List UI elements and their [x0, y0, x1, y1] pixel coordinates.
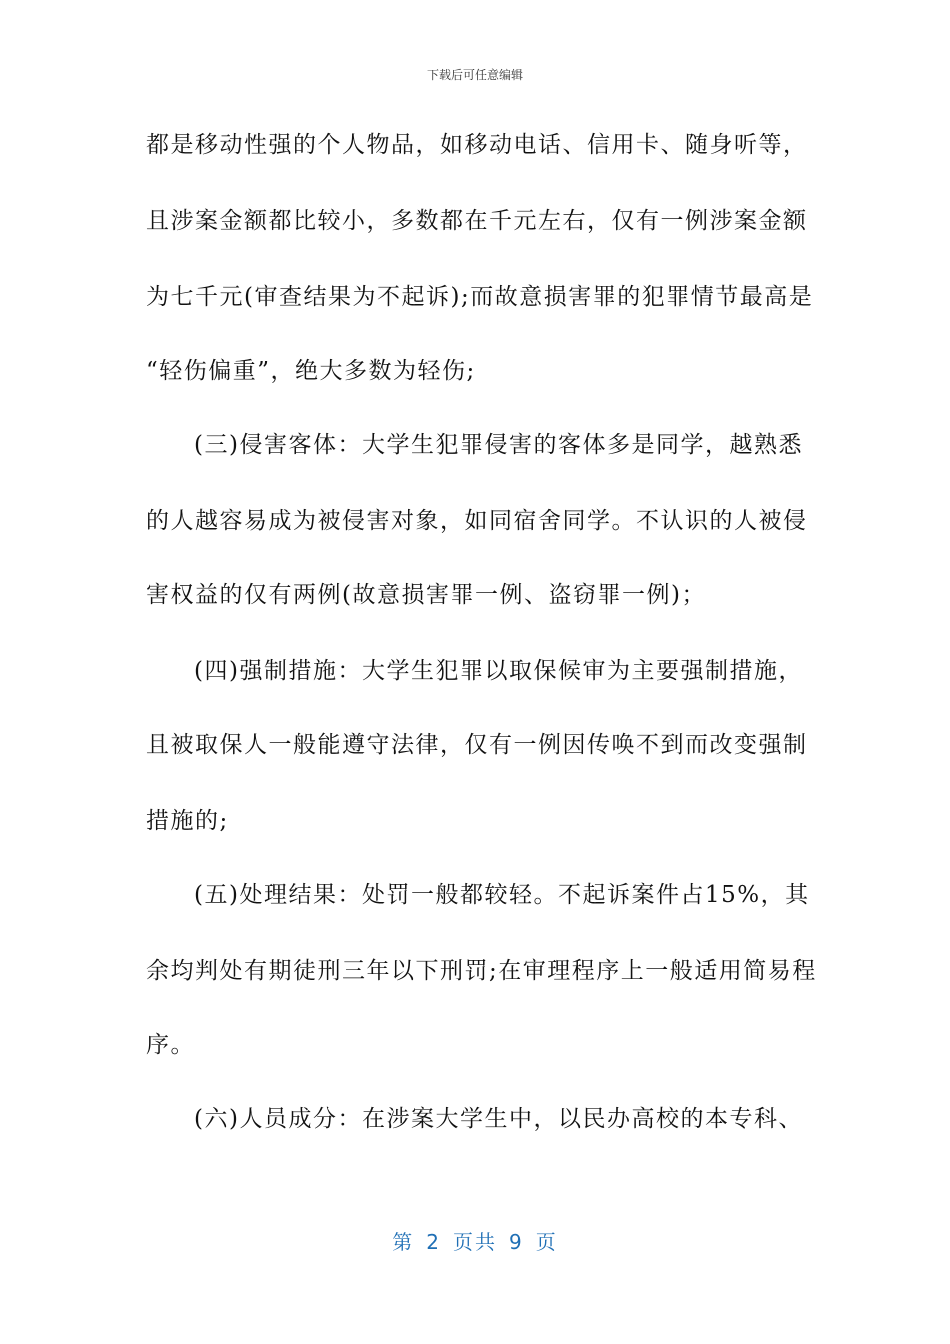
footer-middle: 页共 [453, 1230, 497, 1254]
text-line: 序。 [146, 1032, 195, 1058]
paragraph-first-line: (六)人员成分：在涉案大学生中，以民办高校的本专科、 [194, 1106, 803, 1132]
text-line: “轻伤偏重”，绝大多数为轻伤; [146, 358, 476, 384]
page-header: 下载后可任意编辑 [426, 68, 523, 82]
text-line: 且涉案金额都比较小，多数都在千元左右，仅有一例涉案金额 [146, 208, 808, 234]
page-footer [0, 1226, 950, 1255]
current-page-number: 2 [426, 1230, 441, 1254]
footer-suffix: 页 [535, 1230, 558, 1254]
paragraph-first-line: (四)强制措施：大学生犯罪以取保候审为主要强制措施， [194, 658, 803, 684]
text-line: 余均判处有期徒刑三年以下刑罚;在审理程序上一般适用简易程 [146, 958, 817, 984]
footer-prefix: 第 [392, 1230, 415, 1254]
text-line: 措施的; [146, 808, 229, 834]
text-line: 都是移动性强的个人物品，如移动电话、信用卡、随身听等， [146, 132, 808, 158]
text-line: 且被取保人一般能遵守法律，仅有一例因传唤不到而改变强制 [146, 732, 808, 758]
paragraph-first-line: (五)处理结果：处罚一般都较轻。不起诉案件占15%，其 [194, 882, 810, 908]
text-line: 为七千元(审查结果为不起诉);而故意损害罪的犯罪情节最高是 [146, 284, 814, 310]
paragraph-first-line: (三)侵害客体：大学生犯罪侵害的客体多是同学，越熟悉 [194, 432, 803, 458]
total-pages-number: 9 [509, 1230, 524, 1254]
text-line: 害权益的仅有两例(故意损害罪一例、盗窃罪一例)； [146, 582, 706, 608]
text-line: 的人越容易成为被侵害对象，如同宿舍同学。不认识的人被侵 [146, 508, 808, 534]
